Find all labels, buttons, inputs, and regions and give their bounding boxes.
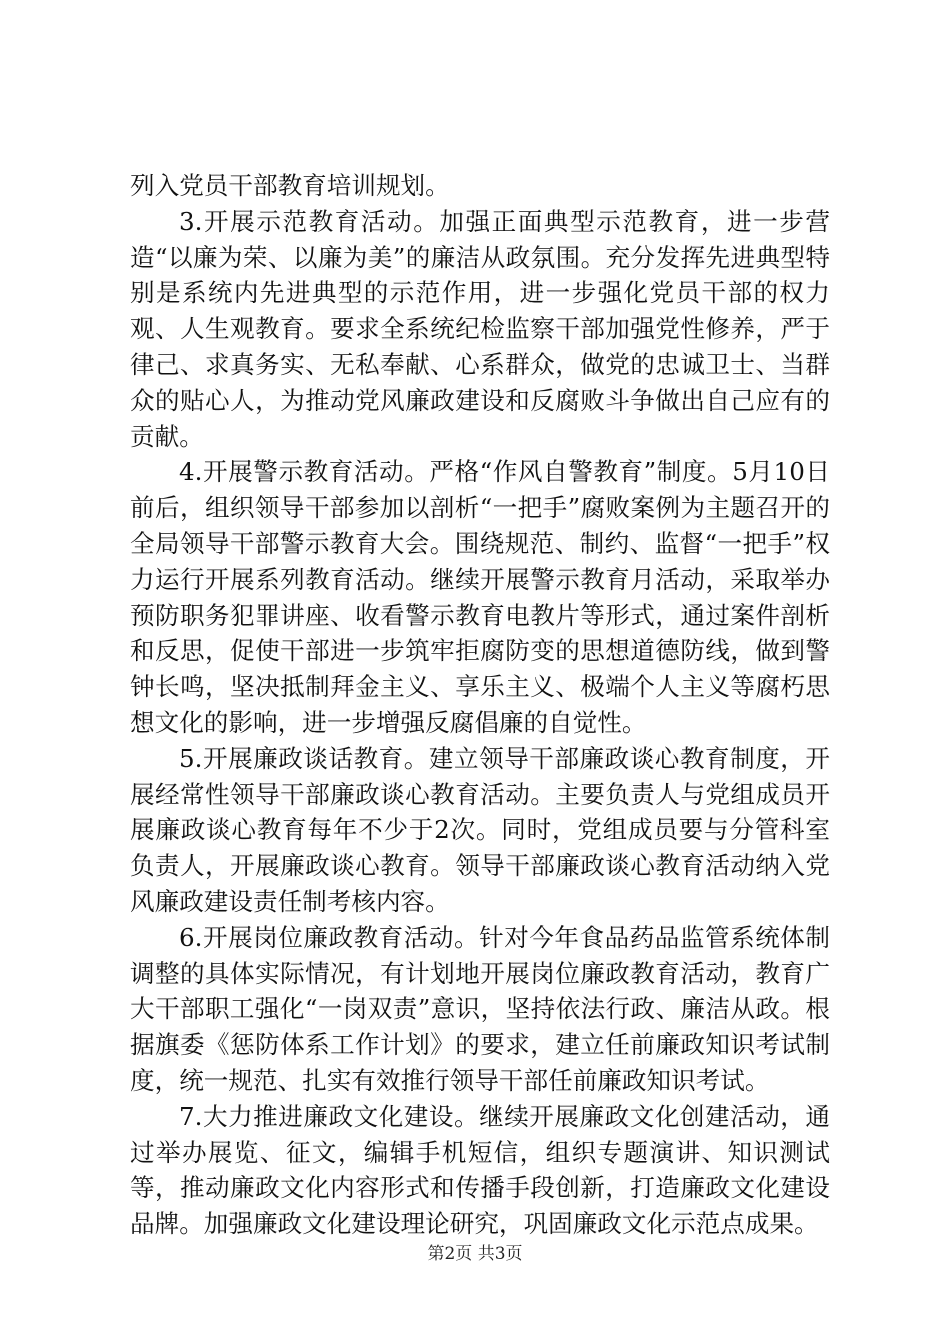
paragraph-item-4: 4.开展警示教育活动。严格“作风自警教育”制度。5月10日前后，组织领导干部参加以剖析“一把手”腐败案例为主题召开的全局领导干部警示教育大会。围绕规范、制约、监督“一把手”权力运行开展系列教育活动。继续开展警示教育月活动，采取举办预防职务犯罪讲座、收看警示教育电教片等形式，通过案件剖析和反思，促使干部进一步筑牢拒腐防变的思想道德防线，做到警钟长鸣，坚决抵制拜金主义、享乐主义、极端个人主义等腐朽思想文化的影响，进一步增强反腐倡廉的自觉性。 [130, 457, 830, 737]
paragraph-item-5: 5.开展廉政谈话教育。建立领导干部廉政谈心教育制度，开展经常性领导干部廉政谈心教育活动。主要负责人与党组成员开展廉政谈心教育每年不少于2次。同时，党组成员要与分管科室负责人，开展廉政谈心教育。领导干部廉政谈心教育活动纳入党风廉政建设责任制考核内容。 [130, 743, 830, 916]
paragraph-item-6: 6.开展岗位廉政教育活动。针对今年食品药品监管系统体制调整的具体实际情况，有计划地开展岗位廉政教育活动，教育广大干部职工强化“一岗双责”意识，坚持依法行政、廉洁从政。根据旗委《惩防体系工作计划》的要求，建立任前廉政知识考试制度，统一规范、扎实有效推行领导干部任前廉政知识考试。 [130, 922, 830, 1095]
paragraph-item-7: 7.大力推进廉政文化建设。继续开展廉政文化创建活动，通过举办展览、征文，编辑手机短信，组织专题演讲、知识测试等，推动廉政文化内容形式和传播手段创新，打造廉政文化建设品牌。加强廉政文化建设理论研究，巩固廉政文化示范点成果。 [130, 1101, 830, 1239]
paragraph-item-3: 3.开展示范教育活动。加强正面典型示范教育，进一步营造“以廉为荣、以廉为美”的廉洁从政氛围。充分发挥先进典型特别是系统内先进典型的示范作用，进一步强化党员干部的权力观、人生观教育。要求全系统纪检监察干部加强党性修养，严于律己、求真务实、无私奉献、心系群众，做党的忠诚卫士、当群众的贴心人，为推动党风廉政建设和反腐败斗争做出自己应有的贡献。 [130, 206, 830, 451]
page-number-footer: 第2页 共3页 [427, 1244, 523, 1264]
paragraph-continuation: 列入党员干部教育培训规划。 [130, 171, 450, 200]
document-body [130, 168, 830, 1242]
